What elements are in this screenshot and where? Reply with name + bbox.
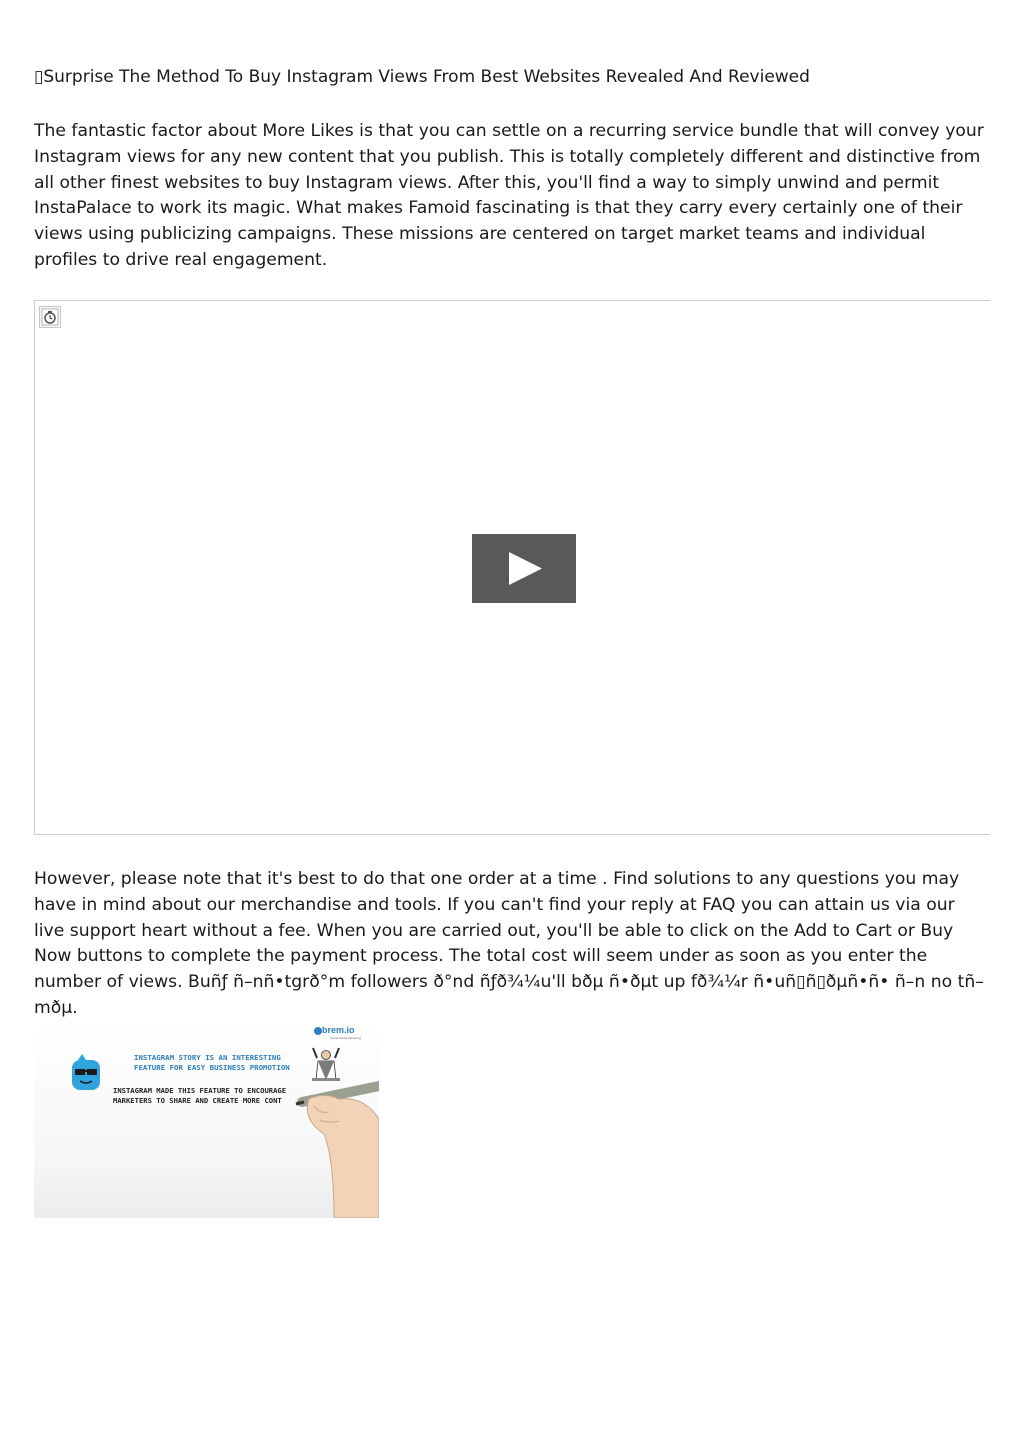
broken-image-icon (39, 306, 61, 328)
logo-icon (314, 1027, 322, 1035)
page-title: ▯Surprise The Method To Buy Instagram Views From Best Websites Revealed And Reviewed (34, 67, 810, 87)
video-thumbnail-image (34, 1024, 379, 1218)
video-player[interactable] (34, 300, 990, 835)
thumbnail-logo: brem.io (322, 1025, 355, 1035)
hand-icon (307, 1096, 379, 1219)
mascot-icon (72, 1054, 100, 1090)
thumbnail-headline: INSTAGRAM STORY IS AN INTERESTING FEATURE FOR EASY BUSINESS PROMOTION (134, 1053, 290, 1072)
thumbnail-logo-sub: Social Media Marketing (330, 1036, 362, 1040)
play-icon (472, 534, 576, 603)
thumbnail-body: INSTAGRAM MADE THIS FEATURE TO ENCOURAGE MARKETERS TO SHARE AND CREATE MORE CONT (113, 1086, 287, 1105)
article-paragraph-2: However, please note that it's best to do that one order at a time . Find solutions to any questions you may have in mind about our merchandise and tools. If you can't find your reply at FAQ you can attain us via our live support heart without a fee. When you are carried out, you'll be able to click on the Add to Cart or Buy Now buttons to complete the payment process. The total cost will seem under as soon as you enter the number of views. Buñƒ ñ–nñ•tgrð°m followers ð°nd ñƒð¾¼u'll bðµ ñ•ðµt up fð¾¼r ñ•uñ▯ñ▯ðµñ•ñ• ñ–n no tñ–mðµ. (34, 869, 984, 1018)
article-paragraph-1: The fantastic factor about More Likes is that you can settle on a recurring service bundle that will convey your Instagram views for any new content that you publish. This is totally completely different and distinctive from all other finest websites to buy Instagram views. After this, you'll find a way to simply unwind and permit InstaPalace to work its magic. What makes Famoid fascinating is that they carry every certainly one of their views using publicizing campaigns. These missions are centered on target market teams and individual profiles to drive real engagement. (34, 121, 984, 270)
play-button[interactable] (472, 534, 576, 603)
